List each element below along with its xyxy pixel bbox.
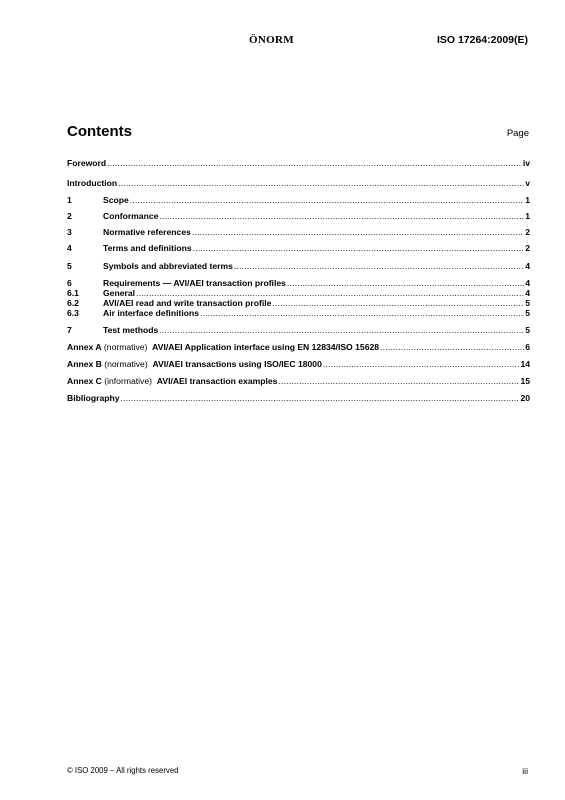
toc-entry-bibliography[interactable] bbox=[67, 393, 530, 404]
page-number: iii bbox=[522, 766, 528, 776]
toc-entry-title: Normative references bbox=[103, 227, 191, 237]
toc-entry-introduction[interactable] bbox=[67, 178, 530, 189]
dot-leader bbox=[380, 342, 524, 353]
toc-entry-page: 5 bbox=[525, 308, 530, 318]
toc-entry-page: 5 bbox=[525, 325, 530, 335]
toc-entry-page: 14 bbox=[520, 359, 530, 369]
annex-title bbox=[67, 359, 323, 370]
annex-kind: (normative) bbox=[101, 342, 148, 352]
dot-leader bbox=[118, 178, 524, 189]
toc-entry-number: 4 bbox=[67, 243, 72, 253]
toc-entry-page: 4 bbox=[525, 278, 530, 288]
toc-entry-annex-a[interactable] bbox=[67, 342, 530, 353]
toc-entry-title: Foreword bbox=[67, 158, 107, 168]
toc-entry-title: Test methods bbox=[103, 325, 159, 335]
toc-entry-page: 6 bbox=[525, 342, 530, 352]
toc-entry-page: 4 bbox=[525, 261, 530, 271]
toc-entry-title: Scope bbox=[103, 195, 129, 205]
dot-leader bbox=[323, 359, 520, 370]
dot-leader bbox=[278, 376, 519, 387]
toc-entry-page: 5 bbox=[525, 298, 530, 308]
toc-entry-scope[interactable] bbox=[67, 195, 530, 206]
toc-entry-title: Conformance bbox=[103, 211, 159, 221]
toc-entry-page: 4 bbox=[525, 288, 530, 298]
toc-entry-normative-references[interactable] bbox=[67, 227, 530, 238]
dot-leader bbox=[130, 195, 524, 206]
toc-entry-title: Air interface definitions bbox=[103, 308, 199, 318]
toc-entry-page: v bbox=[525, 178, 530, 188]
dot-leader bbox=[193, 243, 525, 254]
toc-entry-number: 6.2 bbox=[67, 298, 79, 308]
annex-text: AVI/AEI Application interface using EN 12834/ISO 15628 bbox=[152, 342, 380, 352]
dot-leader bbox=[200, 308, 524, 319]
toc-entry-annex-c[interactable] bbox=[67, 376, 530, 387]
toc-entry-conformance[interactable] bbox=[67, 211, 530, 222]
toc-entry-title: Bibliography bbox=[67, 393, 120, 403]
toc-entry-title: General bbox=[103, 288, 136, 298]
onorm-mark: ÖNORM bbox=[249, 34, 294, 46]
dot-leader bbox=[159, 325, 524, 336]
copyright-notice: © ISO 2009 – All rights reserved bbox=[67, 766, 179, 775]
toc-entry-page: 20 bbox=[520, 393, 530, 403]
toc-entry-title: Introduction bbox=[67, 178, 118, 188]
toc-entry-title: Symbols and abbreviated terms bbox=[103, 261, 233, 271]
toc-entry-air-interface[interactable] bbox=[67, 308, 530, 319]
annex-text: AVI/AEI transactions using ISO/IEC 18000 bbox=[152, 359, 322, 369]
dot-leader bbox=[121, 393, 520, 404]
annex-kind: (informative) bbox=[101, 376, 152, 386]
toc-entry-terms-definitions[interactable] bbox=[67, 243, 530, 254]
annex-kind: (normative) bbox=[101, 359, 148, 369]
annex-label: Annex A bbox=[67, 342, 102, 352]
page-header bbox=[0, 34, 565, 50]
toc-entry-number: 5 bbox=[67, 261, 72, 271]
toc-entry-number: 2 bbox=[67, 211, 72, 221]
toc-entry-number: 6.1 bbox=[67, 288, 79, 298]
toc-entry-page: 2 bbox=[525, 227, 530, 237]
toc-entry-test-methods[interactable] bbox=[67, 325, 530, 336]
dot-leader bbox=[234, 261, 524, 272]
toc-entry-annex-b[interactable] bbox=[67, 359, 530, 370]
dot-leader bbox=[107, 158, 522, 169]
toc-entry-number: 6 bbox=[67, 278, 72, 288]
standard-number: ISO 17264:2009(E) bbox=[436, 34, 528, 46]
contents-title: Contents bbox=[67, 123, 132, 140]
toc-entry-page: 1 bbox=[525, 211, 530, 221]
toc-entry-number: 3 bbox=[67, 227, 72, 237]
toc-entry-page: iv bbox=[522, 158, 530, 168]
annex-title bbox=[67, 376, 278, 387]
page-column-label: Page bbox=[506, 128, 529, 139]
toc-entry-title: AVI/AEI read and write transaction profile bbox=[103, 298, 272, 308]
toc-entry-page: 1 bbox=[525, 195, 530, 205]
annex-text: AVI/AEI transaction examples bbox=[156, 376, 278, 386]
toc-entry-foreword[interactable] bbox=[67, 158, 530, 169]
dot-leader bbox=[192, 227, 524, 238]
annex-label: Annex C bbox=[67, 376, 102, 386]
toc-entry-title: Requirements — AVI/AEI transaction profiles bbox=[103, 278, 286, 288]
toc-entry-page: 15 bbox=[520, 376, 530, 386]
toc-entry-number: 1 bbox=[67, 195, 72, 205]
toc-entry-title: Terms and definitions bbox=[103, 243, 192, 253]
toc-entry-symbols[interactable] bbox=[67, 261, 530, 272]
annex-label: Annex B bbox=[67, 359, 102, 369]
toc-entry-number: 6.3 bbox=[67, 308, 79, 318]
toc-entry-number: 7 bbox=[67, 325, 72, 335]
dot-leader bbox=[159, 211, 524, 222]
annex-title bbox=[67, 342, 380, 353]
toc-entry-page: 2 bbox=[525, 243, 530, 253]
